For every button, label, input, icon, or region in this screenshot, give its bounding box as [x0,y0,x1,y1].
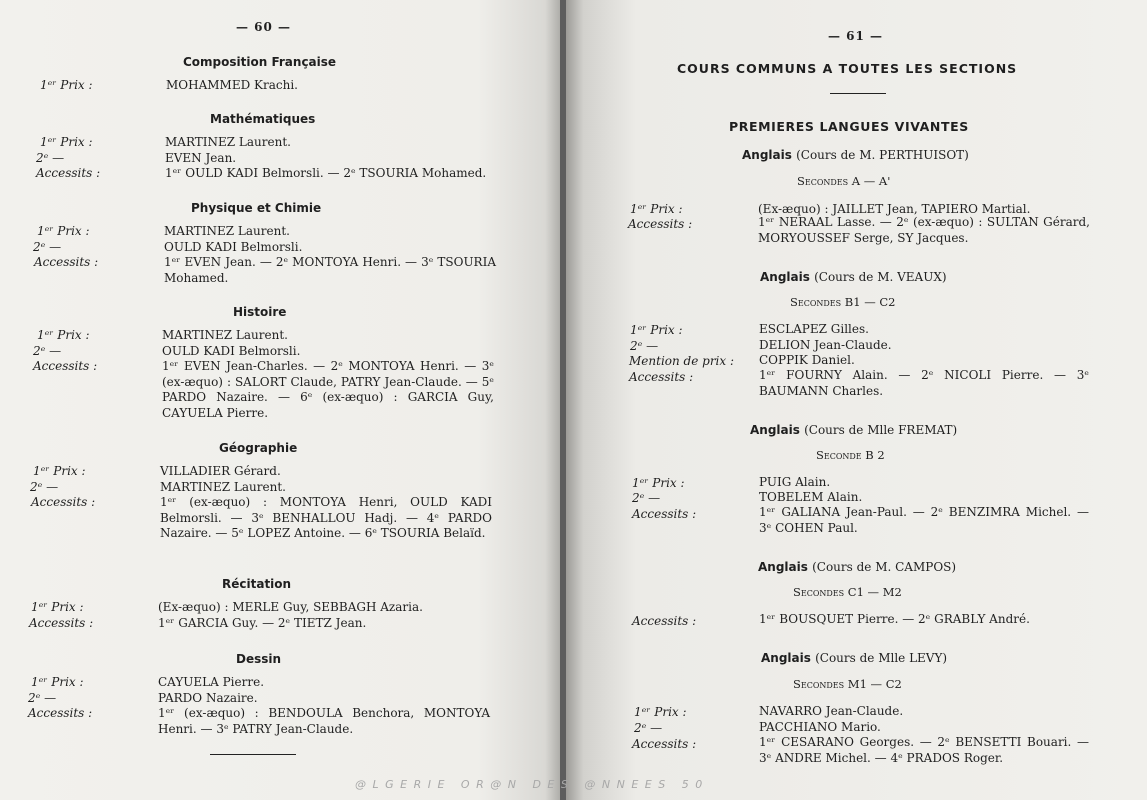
prize-value: NAVARRO Jean-Claude. [759,704,904,718]
accessits-value: 1ᵉʳ FOURNY Alain. — 2ᵉ NICOLI Pierre. — 3ᵉ BAUMANN Charles. [759,368,1089,398]
prize-label: 2ᵉ — [28,691,57,705]
mention-label: Mention de prix : [629,354,735,368]
accessits-label: Accessits : [629,370,694,384]
prize-value: VILLADIER Gérard. [160,464,281,478]
end-rule [210,754,296,755]
prize-label: 1ᵉʳ Prix : [31,600,84,614]
class-subtitle: Secondes M1 — C2 [793,677,902,691]
prize-value: PUIG Alain. [759,475,831,489]
prize-value: MARTINEZ Laurent. [162,328,288,342]
accessits-label: Accessits : [632,614,697,628]
page-number: — 60 — [236,20,292,34]
section-title-geographie: Géographie [219,441,298,455]
accessits-label: Accessits : [31,495,96,509]
class-subtitle: Secondes B1 — C2 [790,295,896,309]
prize-value: DELION Jean-Claude. [759,338,892,352]
accessits-label: Accessits : [33,359,98,373]
section-title-anglais: Anglais (Cours de M. VEAUX) [760,270,947,284]
section-title-composition: Composition Française [183,55,337,69]
section-title-anglais: Anglais (Cours de M. PERTHUISOT) [742,148,969,162]
section-title-physique: Physique et Chimie [191,201,322,215]
watermark: @LGERIE OR@N DES @NNEES 50 [355,778,709,791]
section-title-anglais: Anglais (Cours de M. CAMPOS) [758,560,957,574]
class-subtitle: Secondes C1 — M2 [793,585,902,599]
accessits-value: 1ᵉʳ BOUSQUET Pierre. — 2ᵉ GRABLY André. [759,612,1030,626]
page-number: — 61 — [828,29,884,43]
prize-value: TOBELEM Alain. [759,490,863,504]
accessits-value: 1ᵉʳ (ex-æquo) : BENDOULA Benchora, MONTOYA Henri. — 3ᵉ PATRY Jean-Claude. [158,706,490,736]
accessits-value: 1ᵉʳ (ex-æquo) : MONTOYA Henri, OULD KADI Belmorsli. — 3ᵉ BENHALLOU Hadj. — 4ᵉ PARDO Nazaire. — 5ᵉ LOPEZ Antoine. — 6ᵉ TSOURIA Belaïd. [160,495,492,540]
prize-label: 2ᵉ — [33,240,62,254]
prize-label: 2ᵉ — [632,491,661,505]
section-title-dessin: Dessin [236,652,282,666]
accessits-label: Accessits : [29,616,94,630]
accessits-value: 1ᵉʳ EVEN Jean. — 2ᵉ MONTOYA Henri. — 3ᵉ TSOURIA Mohamed. [164,255,496,285]
prize-value: (Ex-æquo) : JAILLET Jean, TAPIERO Martial. [758,202,1031,216]
prize-value: EVEN Jean. [165,151,237,165]
prize-value: MARTINEZ Laurent. [164,224,290,238]
prize-label: 2ᵉ — [36,151,65,165]
accessits-label: Accessits : [632,737,697,751]
prize-label: 1ᵉʳ Prix : [31,675,84,689]
accessits-label: Accessits : [28,706,93,720]
accessits-label: Accessits : [632,507,697,521]
main-title: COURS COMMUNS A TOUTES LES SECTIONS [677,61,1018,76]
prize-label: 1ᵉʳ Prix : [40,135,93,149]
prize-label: 1ᵉʳ Prix : [634,705,687,719]
accessits-value: 1ᵉʳ EVEN Jean-Charles. — 2ᵉ MONTOYA Henri. — 3ᵉ (ex-æquo) : SALORT Claude, PATRY Jean-Claude. — 5ᵉ PARDO Nazaire. — 6ᵉ (ex-æquo) : GARCIA Guy, CAYUELA Pierre. [162,359,494,420]
prize-value: CAYUELA Pierre. [158,675,265,689]
section-title-histoire: Histoire [233,305,287,319]
class-subtitle: Seconde B 2 [816,448,885,462]
prize-value: COPPIK Daniel. [759,353,855,367]
prize-value: PACCHIANO Mario. [759,720,881,734]
accessits-label: Accessits : [34,255,99,269]
left-page [0,0,562,800]
prize-value: OULD KADI Belmorsli. [164,240,303,254]
prize-label: 1ᵉʳ Prix : [632,476,685,490]
right-page [566,0,1147,800]
prize-value: MARTINEZ Laurent. [165,135,291,149]
accessits-value: 1ᵉʳ CESARANO Georges. — 2ᵉ BENSETTI Bouari. — 3ᵉ ANDRE Michel. — 4ᵉ PRADOS Roger. [759,735,1089,765]
accessits-value: 1ᵉʳ GARCIA Guy. — 2ᵉ TIETZ Jean. [158,616,367,630]
section-title-recitation: Récitation [222,577,292,591]
prize-value: PARDO Nazaire. [158,691,258,705]
accessits-label: Accessits : [36,166,101,180]
section-title-anglais: Anglais (Cours de Mlle LEVY) [761,651,948,665]
section-title-anglais: Anglais (Cours de Mlle FREMAT) [750,423,958,437]
class-subtitle: Secondes A — A' [797,174,891,188]
prize-label: 2ᵉ — [634,721,663,735]
prize-label: 1ᵉʳ Prix : [630,202,683,216]
sub-title: PREMIERES LANGUES VIVANTES [729,119,969,134]
prize-value: MARTINEZ Laurent. [160,480,286,494]
accessits-label: Accessits : [628,217,693,231]
accessits-value: 1ᵉʳ OULD KADI Belmorsli. — 2ᵉ TSOURIA Mohamed. [165,166,487,180]
prize-value: (Ex-æquo) : MERLE Guy, SEBBAGH Azaria. [158,600,423,614]
prize-label: 1ᵉʳ Prix : [40,78,93,92]
accessits-value: 1ᵉʳ NERAAL Lasse. — 2ᵉ (ex-æquo) : SULTAN Gérard, MORYOUSSEF Serge, SY Jacques. [758,215,1090,245]
accessits-value: 1ᵉʳ GALIANA Jean-Paul. — 2ᵉ BENZIMRA Michel. — 3ᵉ COHEN Paul. [759,505,1089,535]
prize-label: 2ᵉ — [630,339,659,353]
title-rule [830,93,886,94]
prize-label: 1ᵉʳ Prix : [630,323,683,337]
prize-label: 2ᵉ — [30,480,59,494]
prize-label: 2ᵉ — [33,344,62,358]
prize-label: 1ᵉʳ Prix : [33,464,86,478]
prize-value: OULD KADI Belmorsli. [162,344,301,358]
prize-value: MOHAMMED Krachi. [166,78,298,92]
prize-value: ESCLAPEZ Gilles. [759,322,869,336]
prize-label: 1ᵉʳ Prix : [37,328,90,342]
prize-label: 1ᵉʳ Prix : [37,224,90,238]
section-title-maths: Mathématiques [210,112,316,126]
